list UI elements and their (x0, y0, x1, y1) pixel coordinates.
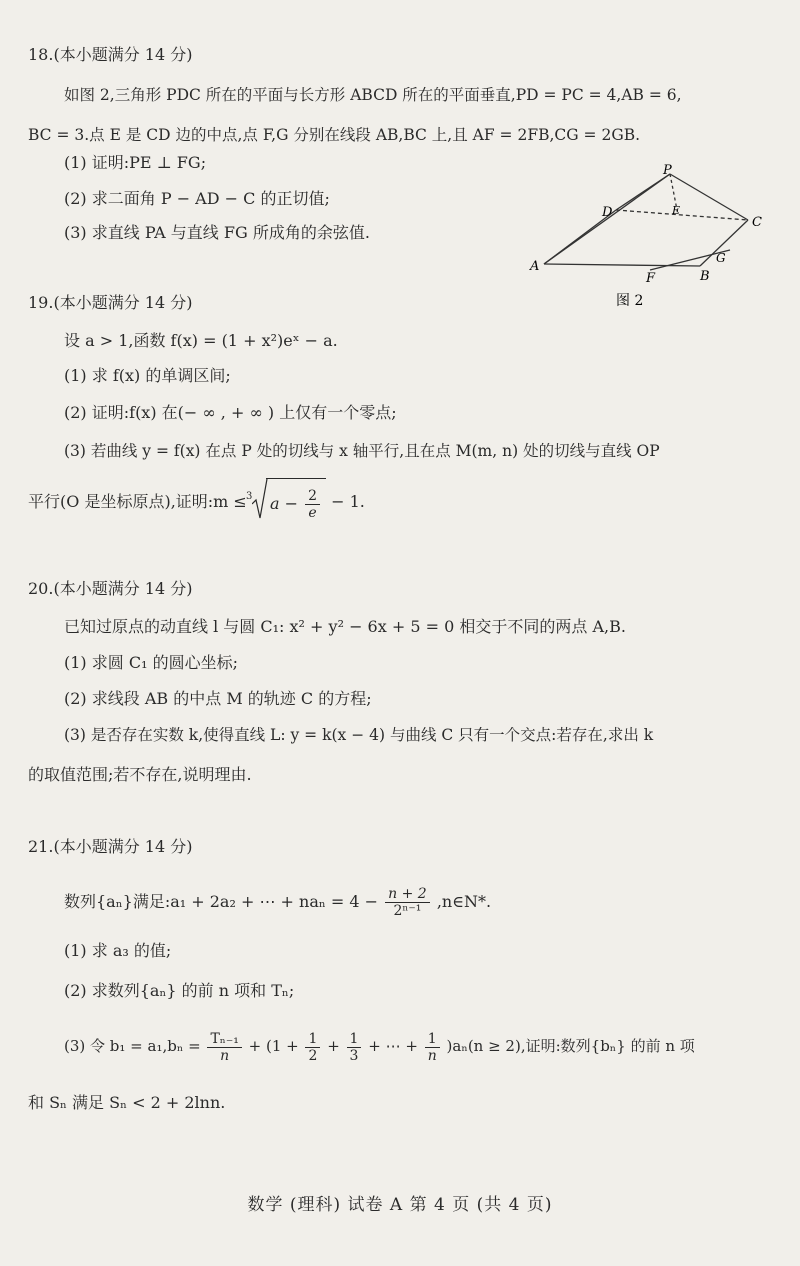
cube-root (245, 478, 326, 527)
frac-T-num: Tₙ₋₁ (207, 1031, 241, 1048)
label-B: B (700, 269, 710, 284)
q20-part2: (2) 求线段 AB 的中点 M 的轨迹 C 的方程; (64, 689, 372, 708)
frac-half-num: 1 (305, 1031, 320, 1048)
q21-plus: + (327, 1037, 340, 1055)
q18-intro-line1: 如图 2,三角形 PDC 所在的平面与长方形 ABCD 所在的平面垂直,PD = PC = 4,AB = 6, (64, 86, 682, 104)
figure-caption: 图 2 (616, 293, 644, 309)
q21-part2: (2) 求数列{aₙ} 的前 n 项和 Tₙ; (64, 981, 295, 1000)
q19-part3-prefix: 平行(O 是坐标原点),证明:m ≤ (28, 492, 247, 511)
q18-header: 18.(本小题满分 14 分) (28, 45, 193, 64)
q19-part1: (1) 求 f(x) 的单调区间; (64, 366, 231, 385)
edge-AB (544, 264, 700, 266)
q18-intro-line2: BC = 3.点 E 是 CD 边的中点,点 F,G 分别在线段 AB,BC 上,且 AF = 2FB,CG = 2GB. (28, 126, 641, 144)
page-footer: 数学 (理科) 试卷 A 第 4 页 (共 4 页) (247, 1195, 553, 1215)
q19-part3-line1: (3) 若曲线 y = f(x) 在点 P 处的切线与 x 轴平行,且在点 M(m, n) 处的切线与直线 OP (64, 442, 660, 460)
q20-header: 20.(本小题满分 14 分) (28, 579, 193, 598)
q19-part3-suffix: − 1. (331, 492, 365, 511)
frac-1n-den: n (427, 1047, 437, 1064)
q21-part3-line2: 和 Sₙ 满足 Sₙ < 2 + 2lnn. (28, 1093, 226, 1112)
q21-frac-1n (425, 1031, 440, 1064)
cube-root-index: 3 (245, 491, 253, 502)
q21-intro-frac-num: n + 2 (385, 886, 430, 903)
cube-root-radicand (266, 478, 326, 527)
q21-intro-suffix: ,n∈N*. (436, 892, 492, 911)
frac-third-num: 1 (347, 1031, 362, 1048)
q21-part3-line1 (64, 1024, 695, 1068)
q21-dots: + ⋯ + (368, 1037, 418, 1055)
q18-part2: (2) 求二面角 P − AD − C 的正切值; (64, 189, 330, 208)
root-fraction (305, 488, 320, 521)
q19-header: 19.(本小题满分 14 分) (28, 293, 193, 312)
q19-intro: 设 a > 1,函数 f(x) = (1 + x²)eˣ − a. (64, 331, 338, 350)
q19-part2: (2) 证明:f(x) 在(− ∞ , + ∞ ) 上仅有一个零点; (64, 403, 397, 422)
q21-plus-open: + (1 + (248, 1037, 299, 1055)
root-fraction-den: e (308, 505, 317, 521)
q20-part1: (1) 求圆 C₁ 的圆心坐标; (64, 653, 238, 672)
edge-PD (616, 174, 670, 210)
figure-2-pyramid (520, 158, 770, 310)
q20-intro: 已知过原点的动直线 l 与圆 C₁: x² + y² − 6x + 5 = 0 相交于不同的两点 A,B. (64, 617, 626, 636)
label-F: F (646, 271, 656, 286)
label-C: C (752, 215, 762, 230)
frac-T-den: n (220, 1047, 230, 1064)
q21-frac-T (207, 1031, 241, 1064)
label-E: E (672, 204, 681, 217)
edge-PC (670, 174, 748, 220)
q21-frac-third (347, 1031, 362, 1064)
q20-part3-line1: (3) 是否存在实数 k,使得直线 L: y = k(x − 4) 与曲线 C 只有一个交点:若存在,求出 k (64, 726, 654, 744)
root-a: a − (269, 494, 298, 513)
edge-DC (616, 210, 748, 220)
label-D: D (602, 205, 613, 220)
q18-part1: (1) 证明:PE ⊥ FG; (64, 153, 207, 172)
q18-part3: (3) 求直线 PA 与直线 FG 所成角的余弦值. (64, 223, 370, 242)
root-fraction-num: 2 (305, 488, 320, 505)
q20-part3-line2: 的取值范围;若不存在,说明理由. (28, 765, 252, 784)
q19-part3-line2 (28, 478, 365, 527)
frac-1n-num: 1 (425, 1031, 440, 1048)
q21-header: 21.(本小题满分 14 分) (28, 837, 193, 856)
q21-part3-prefix: (3) 令 b₁ = a₁,bₙ = (64, 1037, 201, 1055)
q21-intro (64, 880, 491, 924)
q21-intro-fraction (385, 886, 430, 919)
q21-intro-frac-den: 2ⁿ⁻¹ (393, 903, 422, 919)
q21-intro-prefix: 数列{aₙ}满足:a₁ + 2a₂ + ⋯ + naₙ = 4 − (64, 892, 379, 911)
q21-part3-suffix: )aₙ(n ≥ 2),证明:数列{bₙ} 的前 n 项 (446, 1037, 695, 1055)
q21-frac-half (305, 1031, 320, 1064)
label-P: P (663, 163, 672, 178)
frac-half-den: 2 (308, 1047, 318, 1064)
label-G: G (716, 251, 726, 265)
label-A: A (530, 259, 540, 274)
q21-part1: (1) 求 a₃ 的值; (64, 941, 172, 960)
radical-sign (252, 478, 268, 522)
frac-third-den: 3 (349, 1047, 359, 1064)
